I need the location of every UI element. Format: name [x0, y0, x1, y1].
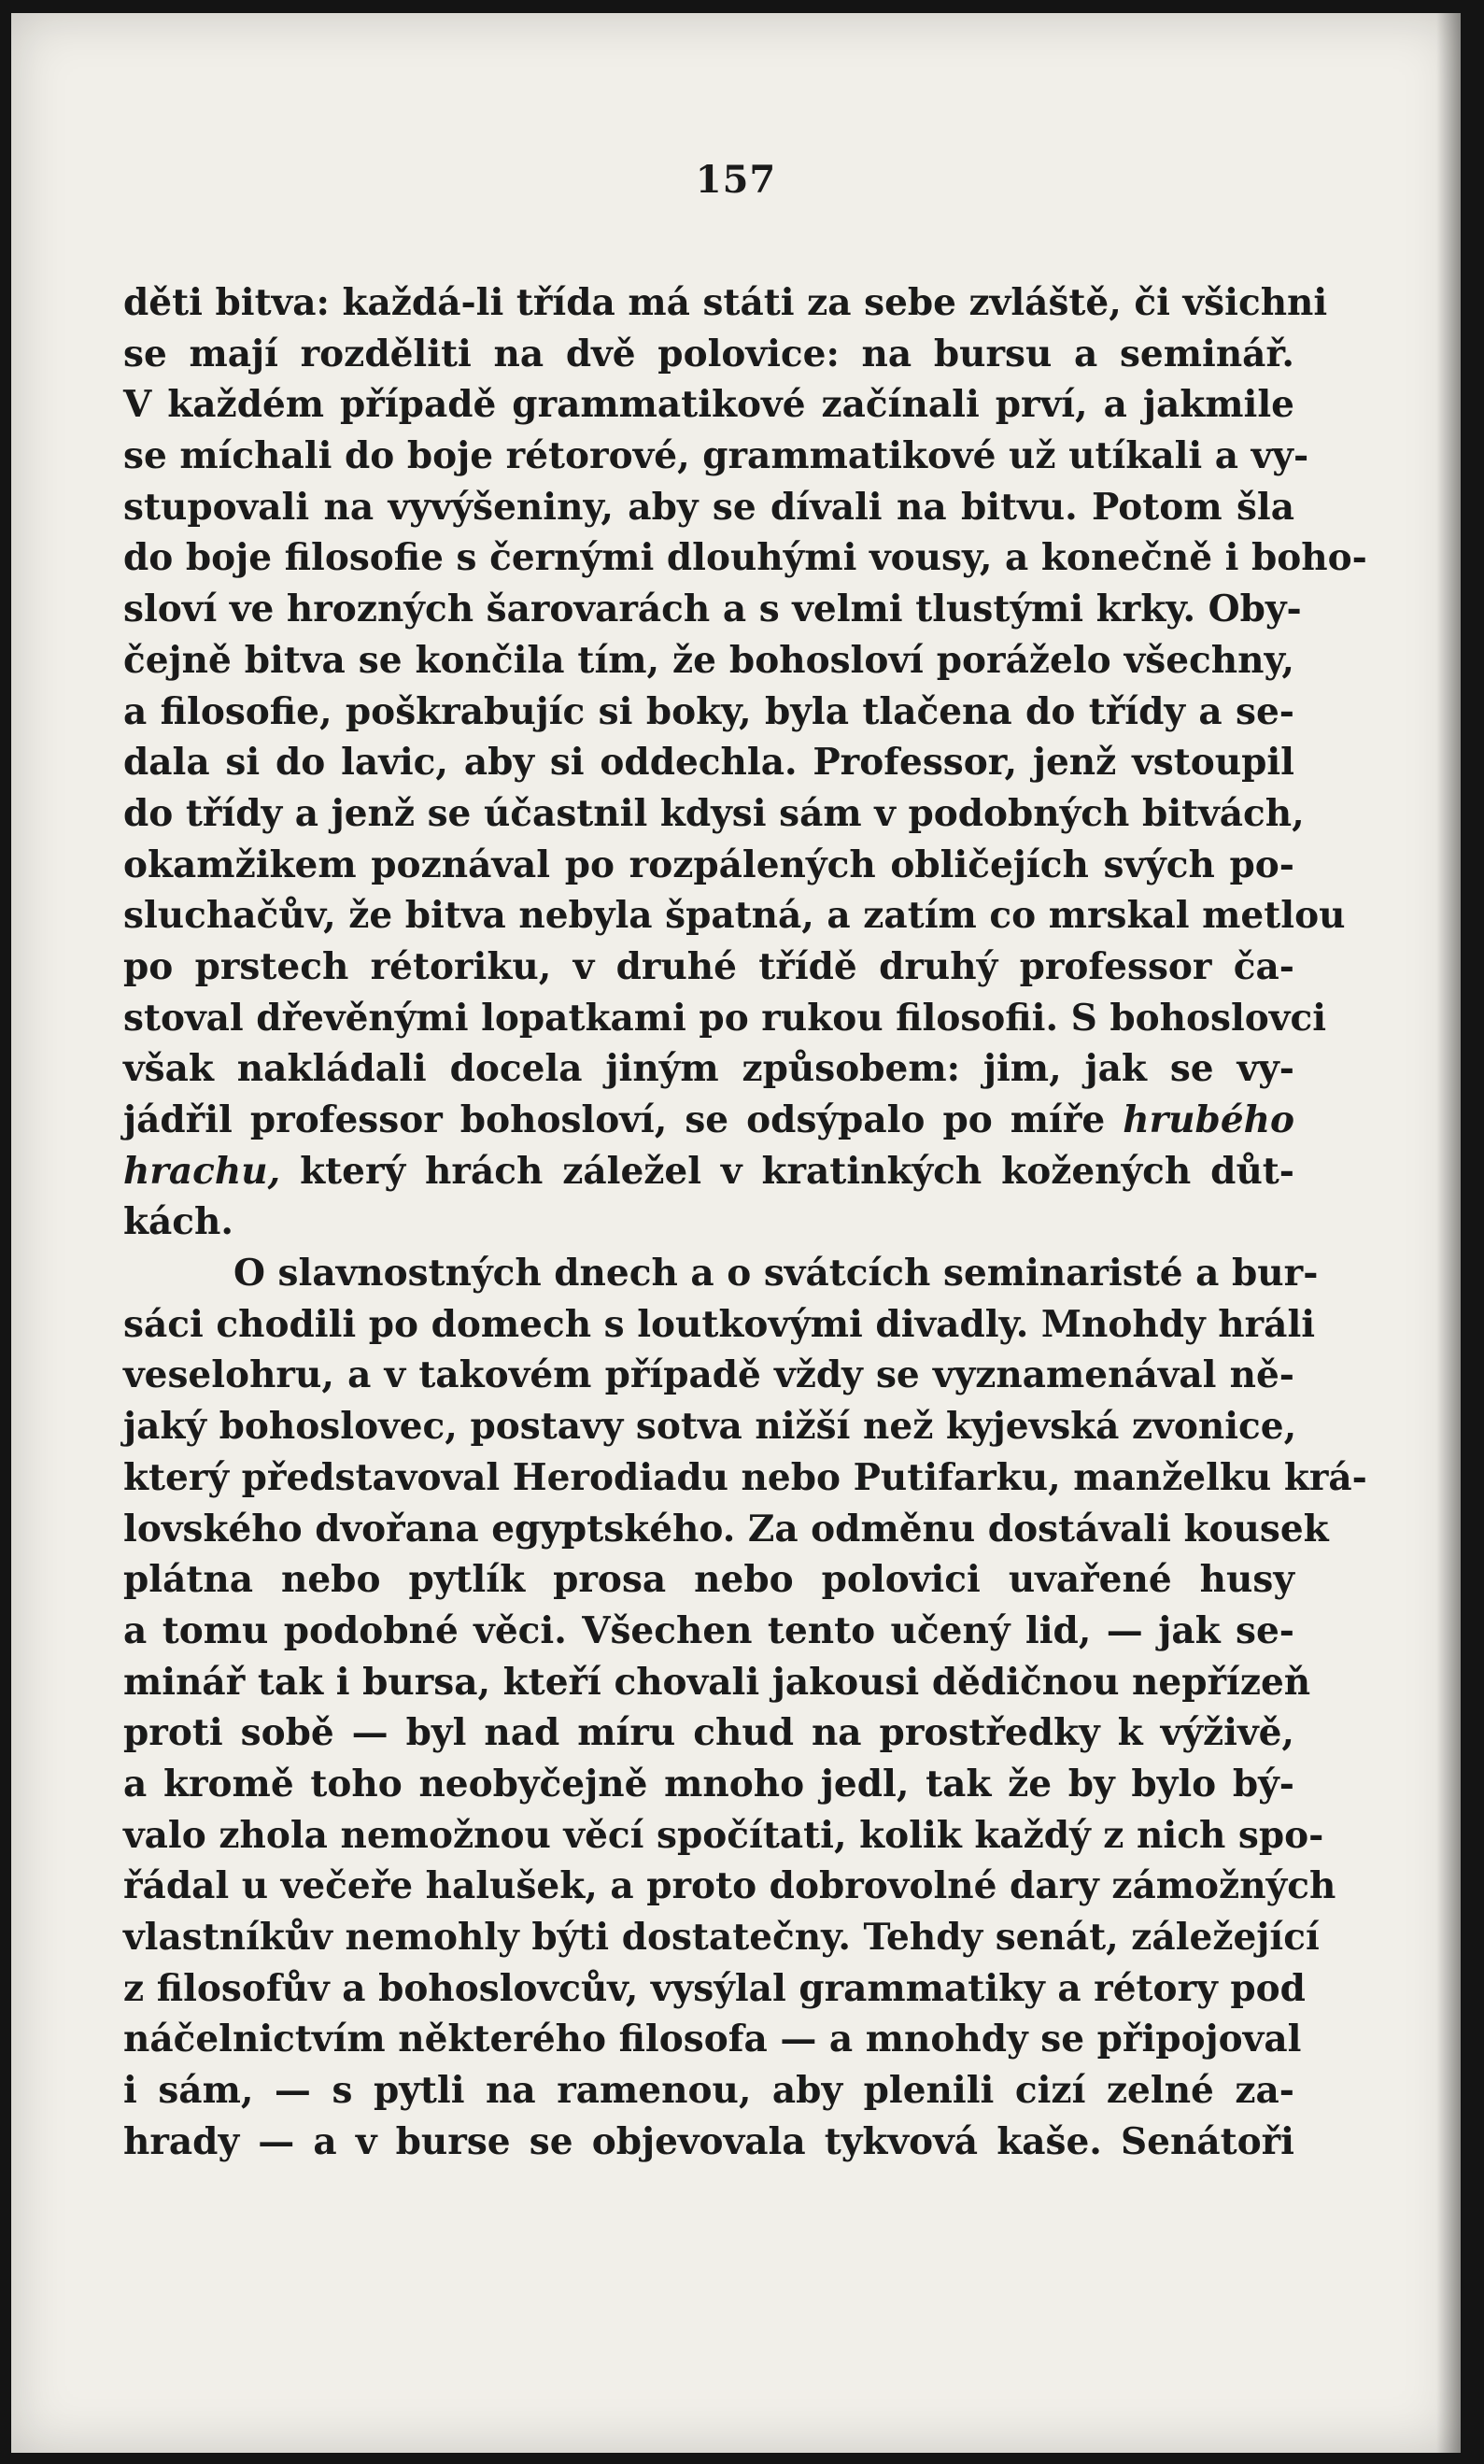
- text-line: plátna nebo pytlík prosa nebo polovici uvařené husy: [123, 1558, 1294, 1602]
- page-number: 157: [695, 158, 777, 202]
- text-line: okamžikem poznával po rozpálených obličejích svých po-: [123, 843, 1294, 886]
- text-line: náčelnictvím některého filosofa — a mnohdy se připojoval: [123, 2018, 1302, 2061]
- text-line: čejně bitva se končila tím, že bohosloví poráželo všechny,: [123, 638, 1294, 682]
- text-line: O slavnostných dnech a o svátcích seminaristé a bur-: [233, 1252, 1319, 1296]
- text-line: a kromě toho neobyčejně mnoho jedl, tak že by bylo bý-: [123, 1762, 1294, 1806]
- page-edge-shadow: [1436, 13, 1461, 2453]
- text-line: proti sobě — byl nad míru chud na prostředky k výživě,: [123, 1711, 1294, 1755]
- text-line: stoval dřevěnými lopatkami po rukou filosofii. S bohoslovci: [123, 996, 1327, 1040]
- text-line: a tomu podobné věci. Všechen tento učený lid, — jak se-: [123, 1608, 1294, 1652]
- text-line: kách.: [123, 1200, 233, 1244]
- text-line: valo zhola nemožnou věcí spočítati, kolik každý z nich spo-: [123, 1813, 1324, 1857]
- book-page: [11, 13, 1461, 2453]
- text-line: po prstech rétoriku, v druhé třídě druhý professor ča-: [123, 944, 1294, 988]
- text-line-part: jádřil professor bohosloví, se odsýpalo po míře: [123, 1098, 1106, 1141]
- text-line: [123, 1146, 1294, 1197]
- text-line: i sám, — s pytli na ramenou, aby plenili cizí zelné za-: [123, 2069, 1294, 2113]
- text-line-part: který hrách záležel v kratinkých kožených důt-: [280, 1149, 1294, 1193]
- text-line: sáci chodili po domech s loutkovými divadly. Mnohdy hráli: [123, 1302, 1316, 1346]
- text-line: se míchali do boje rétorové, grammatikové už utíkali a vy-: [123, 434, 1309, 478]
- body-text: [123, 277, 1367, 2167]
- text-line: se mají rozděliti na dvě polovice: na bursu a seminář.: [123, 332, 1294, 375]
- text-line: minář tak i bursa, kteří chovali jakousi dědičnou nepřízeň: [123, 1660, 1311, 1704]
- text-line: V každém případě grammatikové začínali prví, a jakmile: [123, 383, 1294, 427]
- text-line: z filosofův a bohoslovcův, vysýlal grammatiky a rétory pod: [123, 1966, 1306, 2010]
- text-line: lovského dvořana egyptského. Za odměnu dostávali kousek: [123, 1507, 1329, 1551]
- text-line: vlastníkův nemohly býti dostatečny. Tehdy senát, záležející: [123, 1916, 1320, 1959]
- text-line: sloví ve hrozných šarovarách a s velmi tlustými krky. Oby-: [123, 588, 1302, 631]
- text-line: do boje filosofie s černými dlouhými vousy, a konečně i boho-: [123, 536, 1367, 580]
- text-line: jaký bohoslovec, postavy sotva nižší než kyjevská zvonice,: [123, 1405, 1297, 1449]
- text-line: však nakládali docela jiným způsobem: jim, jak se vy-: [123, 1047, 1294, 1091]
- text-line: do třídy a jenž se účastnil kdysi sám v podobných bitvách,: [123, 791, 1305, 835]
- text-line: dala si do lavic, aby si oddechla. Professor, jenž vstoupil: [123, 741, 1294, 785]
- text-line: stupovali na vyvýšeniny, aby se dívali na bitvu. Potom šla: [123, 485, 1294, 529]
- text-line: který představoval Herodiadu nebo Putifarku, manželku krá-: [123, 1455, 1367, 1499]
- text-line: veselohru, a v takovém případě vždy se vyznamenával ně-: [123, 1353, 1294, 1397]
- italic-phrase: hrubého: [1123, 1098, 1295, 1141]
- text-line: [123, 1095, 1294, 1146]
- text-line: hrady — a v burse se objevovala tykvová kaše. Senátoři: [123, 2119, 1294, 2163]
- text-line: děti bitva: každá-li třída má státi za sebe zvláště, či všichni: [123, 281, 1328, 324]
- text-line: řádal u večeře halušek, a proto dobrovolné dary zámožných: [123, 1864, 1336, 1908]
- text-line: a filosofie, poškrabujíc si boky, byla tlačena do třídy a se-: [123, 689, 1294, 733]
- text-line: sluchačův, že bitva nebyla špatná, a zatím co mrskal metlou: [123, 894, 1346, 938]
- italic-phrase: hrachu,: [123, 1149, 281, 1193]
